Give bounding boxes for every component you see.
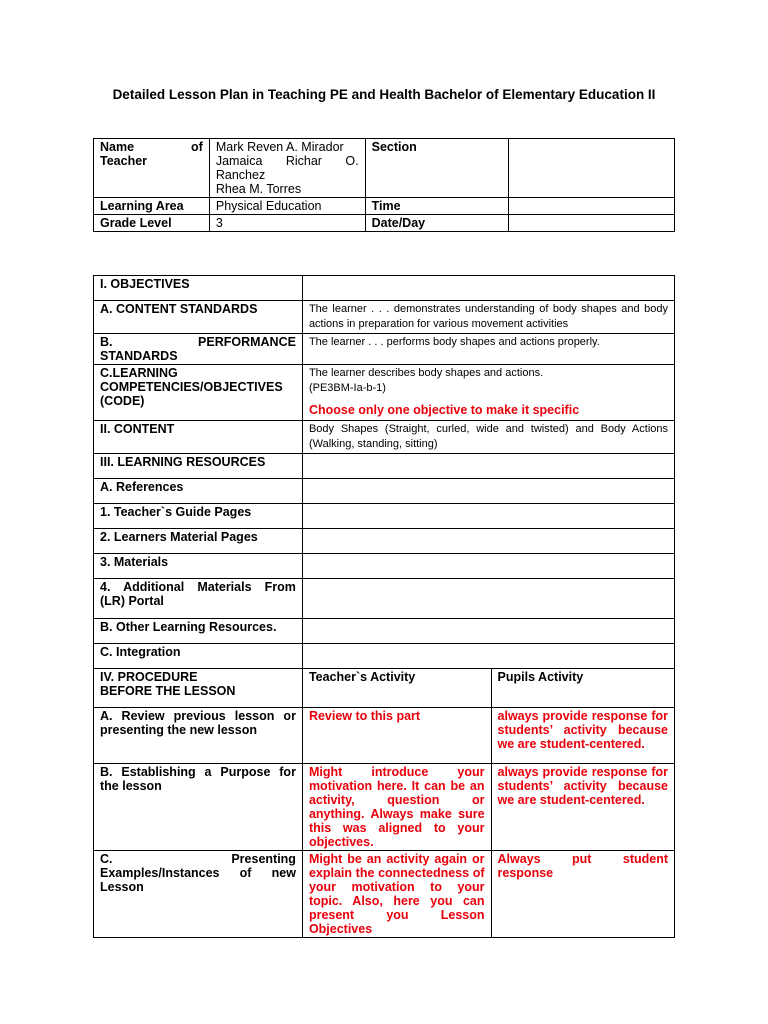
- grade-level-value: 3: [209, 215, 365, 232]
- date-day-label: Date/Day: [365, 215, 509, 232]
- content-value: Body Shapes (Straight, curled, wide and twisted) and Body Actions (Walking, standing, sitting): [302, 421, 674, 454]
- content-standards-label: A. CONTENT STANDARDS: [94, 301, 303, 334]
- other-resources-label: B. Other Learning Resources.: [94, 619, 303, 644]
- learning-competencies-label: C.LEARNING COMPETENCIES/OBJECTIVES (CODE): [94, 365, 303, 421]
- performance-standards-value: The learner . . . performs body shapes and actions properly.: [302, 334, 674, 365]
- integration-label: C. Integration: [94, 644, 303, 669]
- content-standards-value: The learner . . . demonstrates understanding of body shapes and body actions in preparation for various movement activities: [302, 301, 674, 334]
- examples-teacher-activity: Might be an activity again or explain the connectedness of your motivation to your topic. Also, here you can present you Lesson Objectives: [302, 851, 491, 938]
- competencies-note: Choose only one objective to make it specific: [308, 403, 580, 417]
- examples-pupils-activity: Always put student response: [491, 851, 674, 938]
- time-label: Time: [365, 198, 509, 215]
- review-pupils-activity: always provide response for students’ activity because we are student-centered.: [491, 708, 674, 764]
- additional-materials-label: 4. Additional Materials From (LR) Portal: [94, 579, 303, 619]
- references-label: A. References: [94, 479, 303, 504]
- materials-label: 3. Materials: [94, 554, 303, 579]
- performance-standards-label: B. PERFORMANCE STANDARDS: [94, 334, 303, 365]
- teacher-names: Mark Reven A. Mirador Jamaica Richar O. Ranchez Rhea M. Torres: [209, 139, 365, 198]
- document-title: Detailed Lesson Plan in Teaching PE and Health Bachelor of Elementary Education II: [112, 87, 656, 102]
- date-day-value: [509, 215, 675, 232]
- review-teacher-activity: Review to this part: [302, 708, 491, 764]
- review-label: A. Review previous lesson or presenting the new lesson: [94, 708, 303, 764]
- procedure-heading: IV. PROCEDURE BEFORE THE LESSON: [94, 669, 303, 708]
- teachers-guide-label: 1. Teacher`s Guide Pages: [94, 504, 303, 529]
- teacher-info-table: [93, 138, 675, 232]
- learning-area-label: Learning Area: [94, 198, 210, 215]
- objectives-heading: I. OBJECTIVES: [94, 276, 303, 301]
- objectives-value: [302, 276, 674, 301]
- examples-label: C. Presenting Examples/Instances of new Lesson: [94, 851, 303, 938]
- learning-area-value: Physical Education: [209, 198, 365, 215]
- grade-level-label: Grade Level: [94, 215, 210, 232]
- learners-material-label: 2. Learners Material Pages: [94, 529, 303, 554]
- content-label: II. CONTENT: [94, 421, 303, 454]
- pupils-activity-header: Pupils Activity: [491, 669, 674, 708]
- learning-resources-heading: III. LEARNING RESOURCES: [94, 454, 303, 479]
- section-value: [509, 139, 675, 198]
- teacher-activity-header: Teacher`s Activity: [302, 669, 491, 708]
- learning-competencies-value: The learner describes body shapes and actions. (PE3BM-Ia-b-1) Choose only one objective to make it specific: [302, 365, 674, 421]
- name-of-teacher-label: Name of Teacher: [94, 139, 210, 198]
- purpose-teacher-activity: Might introduce your motivation here. It can be an activity, question or anything. Always make sure this was aligned to your objectives.: [302, 764, 491, 851]
- lesson-plan-table: [93, 275, 675, 938]
- purpose-label: B. Establishing a Purpose for the lesson: [94, 764, 303, 851]
- section-label: Section: [365, 139, 509, 198]
- time-value: [509, 198, 675, 215]
- purpose-pupils-activity: always provide response for students’ activity because we are student-centered.: [491, 764, 674, 851]
